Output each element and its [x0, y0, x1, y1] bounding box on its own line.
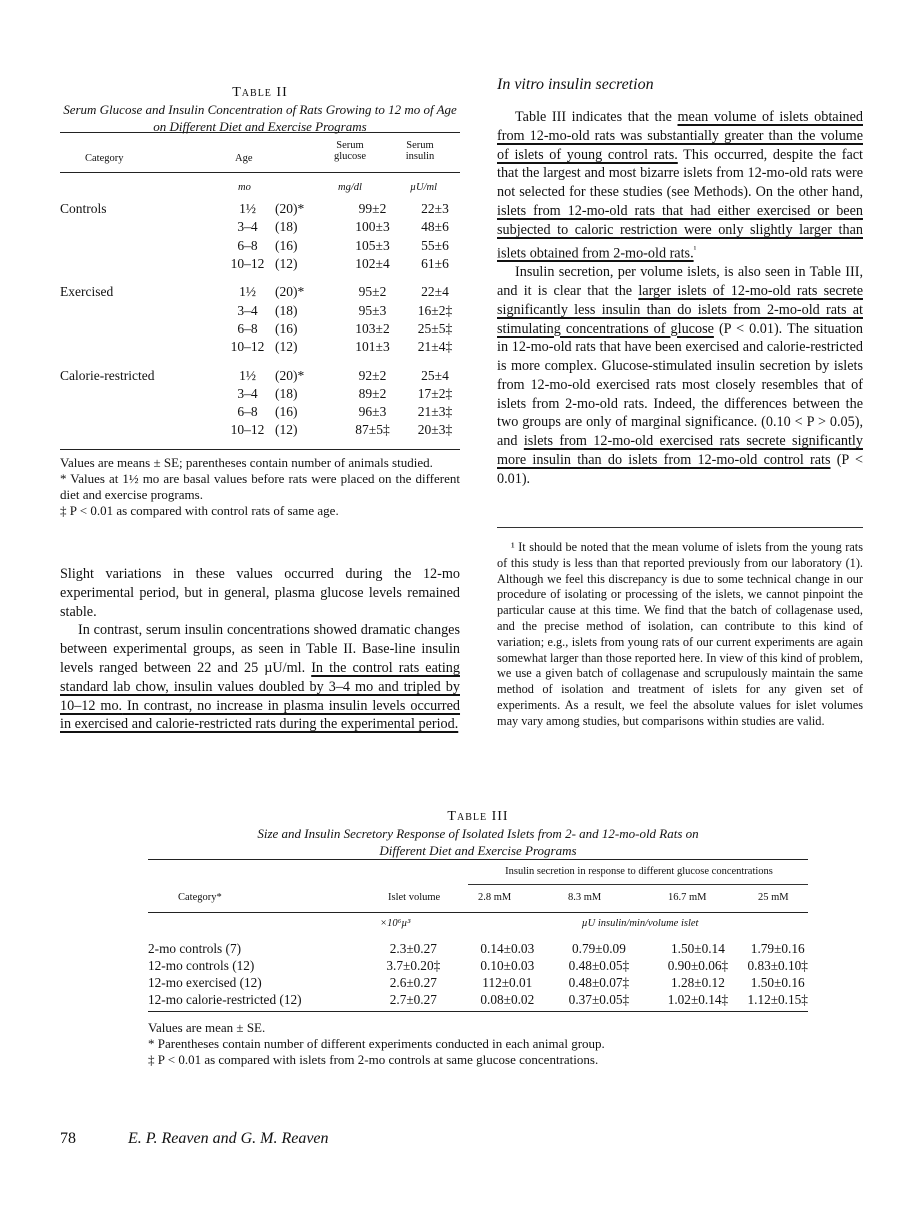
table-row: [60, 320, 460, 338]
underlined-text: In the control rats eating standard lab chow, insulin values doubled by 3–4 mo and tripled by 10–12 mo.: [60, 659, 460, 714]
table2-caption: [60, 84, 460, 135]
table3-column-header: 16.7 mM: [668, 892, 707, 903]
footnote: ¹ It should be noted that the mean volume of islets from the young rats of this study is less than that reported previously from our laboratory (1). Although we feel this discrepancy is due to some technical change in our procedure of isolating or processing of the islets, we cannot pinpoint the particular cause at this time. We find that the batch of collagenase used, and the precise method of isolation, can contribute to this kind of variation; e.g., islets from young rats of our current experiments are again somewhat larger than those reported here. In view of this kind of problem, we use a given batch of collagenase and scrupulously maintain the same method of isolation and treatment of islets for any given set of experiments. As a result, we feel the absolute values for islet volumes may vary among studies, but comparisons within studies are valid.: [497, 540, 863, 728]
category-cell: [60, 421, 220, 439]
glucose-cell: 89±2: [358, 385, 387, 401]
table2-note: * Values at 1½ mo are basal values before rats were placed on the different diet and exercise programs.: [60, 471, 460, 502]
table-row: [60, 237, 460, 255]
running-footer-authors: E. P. Reaven and G. M. Reaven: [128, 1130, 329, 1147]
table-row: [60, 283, 460, 301]
text-run: (P < 0.01). The situation in 12-mo-old rats that have been exercised and calorie-restricted is more complex. Glucose-stimulated insulin secretion by islets from 12-mo-old exercised rats most closely resembles that of islets from 2-mo-old rats. Indeed, the differences between the two groups are only of marginal significance. (0.10 < P > 0.05), and: [497, 320, 864, 450]
table2-bottom-rule: [60, 449, 460, 450]
age-cell: 1½: [239, 201, 256, 217]
table2-title: Serum Glucose and Insulin Concentration of Rats Growing to 12 mo of Age on Different Diet and Exercise Programs: [63, 102, 457, 134]
n-cell: (16): [275, 237, 298, 253]
age-cell: 1½: [239, 367, 256, 383]
table3-caption: [148, 808, 808, 859]
table2-unit-insulin: µU/ml: [410, 182, 438, 193]
n-cell: (16): [275, 320, 298, 336]
age-cell: 1½: [239, 284, 256, 300]
table-row: [60, 403, 460, 421]
paragraph: [497, 108, 863, 263]
value-cell: 3.7±0.20‡: [386, 957, 441, 973]
underlined-text: mean volume of islets obtained from 12-mo-old rats was substantially greater than the volume of islets of young control rats.: [497, 109, 863, 163]
category-cell: 12-mo controls (12): [148, 957, 255, 973]
n-cell: (18): [275, 385, 298, 401]
value-cell: 0.10±0.03: [480, 957, 535, 973]
table3-title-line2: Different Diet and Exercise Programs: [379, 843, 577, 858]
table2-body: [60, 200, 460, 440]
table3-column-header: Category*: [178, 892, 222, 903]
table3-top-rule: [148, 859, 808, 860]
paragraph: [497, 263, 863, 489]
table2-header-glucose: Serum glucose: [333, 140, 367, 162]
insulin-cell: 20±3‡: [417, 422, 453, 438]
paragraph: Slight variations in these values occurred during the 12-mo experimental period, but in general, plasma glucose levels remained stable.: [60, 566, 460, 620]
table2-top-rule: [60, 132, 460, 133]
n-cell: (18): [275, 302, 298, 318]
text-run: In contrast, serum insulin concentrations showed dramatic changes between experimental groups, as seen in Table II. Base-line insulin levels ranged between 22 and 25 µU/ml.: [60, 622, 460, 676]
value-cell: 2.3±0.27: [389, 940, 437, 956]
age-cell: 3–4: [237, 385, 258, 401]
underlined-text: islets from 12-mo-old rats that had either exercised or been subjected to caloric restriction were only slightly larger than islets obtained from 2-mo-old rats.: [497, 202, 863, 262]
age-cell: 10–12: [230, 256, 265, 272]
table2-header-rule: [60, 172, 460, 173]
table2-header-age: Age: [235, 153, 253, 164]
table3-column-header: 8.3 mM: [568, 892, 602, 903]
table3-note: ‡ P < 0.01 as compared with islets from 2-mo controls at same glucose concentrations.: [148, 1052, 599, 1067]
insulin-cell: 48±6: [421, 219, 449, 235]
category-cell: [60, 385, 220, 403]
page-number: 78: [60, 1130, 76, 1147]
category-cell: Calorie-restricted: [60, 367, 155, 383]
right-column-text: [497, 108, 863, 489]
glucose-cell: 96±3: [358, 404, 387, 420]
age-cell: 10–12: [230, 339, 265, 355]
section-heading: In vitro insulin secretion: [497, 76, 654, 93]
n-cell: (12): [275, 422, 298, 438]
value-cell: 0.08±0.02: [480, 991, 535, 1007]
table-row: [60, 255, 460, 273]
value-cell: 0.48±0.05‡: [568, 957, 630, 973]
value-cell: 0.90±0.06‡: [667, 957, 729, 973]
insulin-cell: 21±3‡: [417, 404, 453, 420]
insulin-cell: 21±4‡: [417, 339, 453, 355]
value-cell: 1.50±0.14: [671, 940, 725, 956]
table-row: [148, 940, 808, 957]
value-cell: 1.02±0.14‡: [667, 991, 729, 1007]
left-column-text: [60, 565, 460, 734]
table3-span-rule: [468, 884, 808, 885]
table3-column-header: 2.8 mM: [478, 892, 512, 903]
category-cell: 2-mo controls (7): [148, 940, 242, 956]
n-cell: (20)*: [275, 367, 305, 383]
category-cell: [60, 320, 220, 338]
category-cell: [60, 338, 220, 356]
category-cell: Controls: [60, 201, 107, 217]
table-row: [60, 385, 460, 403]
table2-header-category: Category: [85, 153, 124, 164]
value-cell: 0.48±0.07‡: [568, 974, 630, 990]
glucose-cell: 92±2: [358, 367, 387, 383]
table3-unit-secretion: µU insulin/min/volume islet: [581, 918, 699, 929]
age-cell: 6–8: [237, 320, 258, 336]
category-cell: 12-mo exercised (12): [148, 974, 262, 990]
category-cell: [60, 218, 220, 236]
glucose-cell: 105±3: [355, 237, 390, 253]
text-run: This occurred, despite the fact that the largest and most bizarre islets from 12-mo-old rats were not selected for these studies (see Methods). On the other hand,: [497, 146, 863, 201]
value-cell: 1.79±0.16: [750, 940, 805, 956]
value-cell: 112±0.01: [482, 974, 533, 990]
insulin-cell: 17±2‡: [417, 385, 453, 401]
insulin-cell: 22±3: [421, 201, 449, 217]
insulin-cell: 25±5‡: [417, 320, 453, 336]
age-cell: 6–8: [237, 237, 258, 253]
table3-note: * Parentheses contain number of different experiments conducted in each animal group.: [148, 1036, 605, 1051]
table-row: [148, 991, 808, 1008]
table3-bottom-rule: [148, 1011, 808, 1012]
insulin-cell: 16±2‡: [417, 302, 453, 318]
table3-title-line1: Size and Insulin Secretory Response of Isolated Islets from 2- and 12-mo-old Rats on: [257, 826, 699, 841]
category-cell: [60, 255, 220, 273]
glucose-cell: 103±2: [355, 320, 390, 336]
footnote-marker: ¹: [693, 243, 697, 254]
glucose-cell: 87±5‡: [355, 422, 390, 438]
table-row: [60, 200, 460, 218]
table2-header-insulin: Serum insulin: [405, 140, 435, 162]
table-row: [148, 974, 808, 991]
value-cell: 2.6±0.27: [389, 974, 437, 990]
table3-header-row: [148, 892, 808, 906]
value-cell: 0.37±0.05‡: [568, 991, 630, 1007]
age-cell: 3–4: [237, 302, 258, 318]
table3-header-rule: [148, 912, 808, 913]
table-row: [60, 338, 460, 356]
table3-body: [148, 940, 808, 1008]
glucose-cell: 99±2: [358, 201, 387, 217]
value-cell: 0.79±0.09: [572, 940, 626, 956]
category-cell: [60, 301, 220, 319]
table3-column-header: Islet volume: [388, 892, 441, 903]
table-row: [60, 421, 460, 439]
table-row: [60, 366, 460, 384]
table2-label: Table II: [232, 85, 288, 100]
glucose-cell: 102±4: [355, 256, 390, 272]
insulin-cell: 55±6: [421, 237, 449, 253]
glucose-cell: 95±3: [358, 302, 387, 318]
table3-column-header: 25 mM: [758, 892, 789, 903]
age-cell: 10–12: [230, 422, 265, 438]
underlined-text: In contrast, no increase in plasma insulin levels occurred in exercised and calorie-restricted rats during the experimental period.: [60, 697, 461, 733]
footnote-rule: [497, 527, 863, 528]
glucose-cell: 95±2: [358, 284, 387, 300]
insulin-cell: 25±4: [421, 367, 449, 383]
age-cell: 6–8: [237, 404, 258, 420]
value-cell: 0.14±0.03: [480, 940, 535, 956]
n-cell: (12): [275, 339, 298, 355]
n-cell: (16): [275, 404, 298, 420]
table2-notes: [60, 455, 460, 519]
text-run: Table III indicates that the: [515, 109, 678, 125]
category-cell: [60, 237, 220, 255]
category-cell: [60, 403, 220, 421]
value-cell: 1.50±0.16: [750, 974, 805, 990]
table-row: [60, 218, 460, 236]
insulin-cell: 22±4: [421, 284, 449, 300]
text-run: (P < 0.01).: [497, 452, 863, 487]
n-cell: (12): [275, 256, 298, 272]
underlined-text: larger islets of 12-mo-old rats secrete significantly less insulin than do islets from 2-mo-old rats at stimulating concentrations of glucose: [497, 282, 863, 337]
value-cell: 0.83±0.10‡: [747, 957, 808, 973]
insulin-cell: 61±6: [421, 256, 449, 272]
table3-span-header: Insulin secretion in response to different glucose concentrations: [505, 866, 773, 877]
table2-note: Values are means ± SE; parentheses contain number of animals studied.: [60, 455, 433, 470]
glucose-cell: 100±3: [355, 219, 390, 235]
table-row: [60, 301, 460, 319]
value-cell: 1.12±0.15‡: [747, 991, 808, 1007]
table3-label: Table III: [447, 809, 509, 824]
table-row: [148, 957, 808, 974]
underlined-text: islets from 12-mo-old exercised rats secrete significantly more insulin than do islets from 12-mo-old control rats: [497, 433, 863, 469]
n-cell: (18): [275, 219, 298, 235]
table3-note: Values are mean ± SE.: [148, 1020, 266, 1035]
category-cell: 12-mo calorie-restricted (12): [148, 991, 302, 1007]
n-cell: (20)*: [275, 284, 305, 300]
category-cell: Exercised: [60, 284, 114, 300]
table3-notes: [148, 1020, 808, 1068]
table3-unit-volume: ×10⁶µ³: [380, 918, 411, 929]
value-cell: 2.7±0.27: [389, 991, 437, 1007]
paragraph: [60, 621, 460, 734]
n-cell: (20)*: [275, 201, 305, 217]
age-cell: 3–4: [237, 219, 258, 235]
text-run: Insulin secretion, per volume islets, is also seen in Table III, and it is clear that the: [497, 264, 863, 299]
glucose-cell: 101±3: [355, 339, 390, 355]
table2-note: ‡ P < 0.01 as compared with control rats of same age.: [60, 503, 339, 518]
value-cell: 1.28±0.12: [671, 974, 725, 990]
table2-unit-glucose: mg/dl: [338, 182, 362, 193]
table2-unit-age: mo: [238, 182, 251, 193]
